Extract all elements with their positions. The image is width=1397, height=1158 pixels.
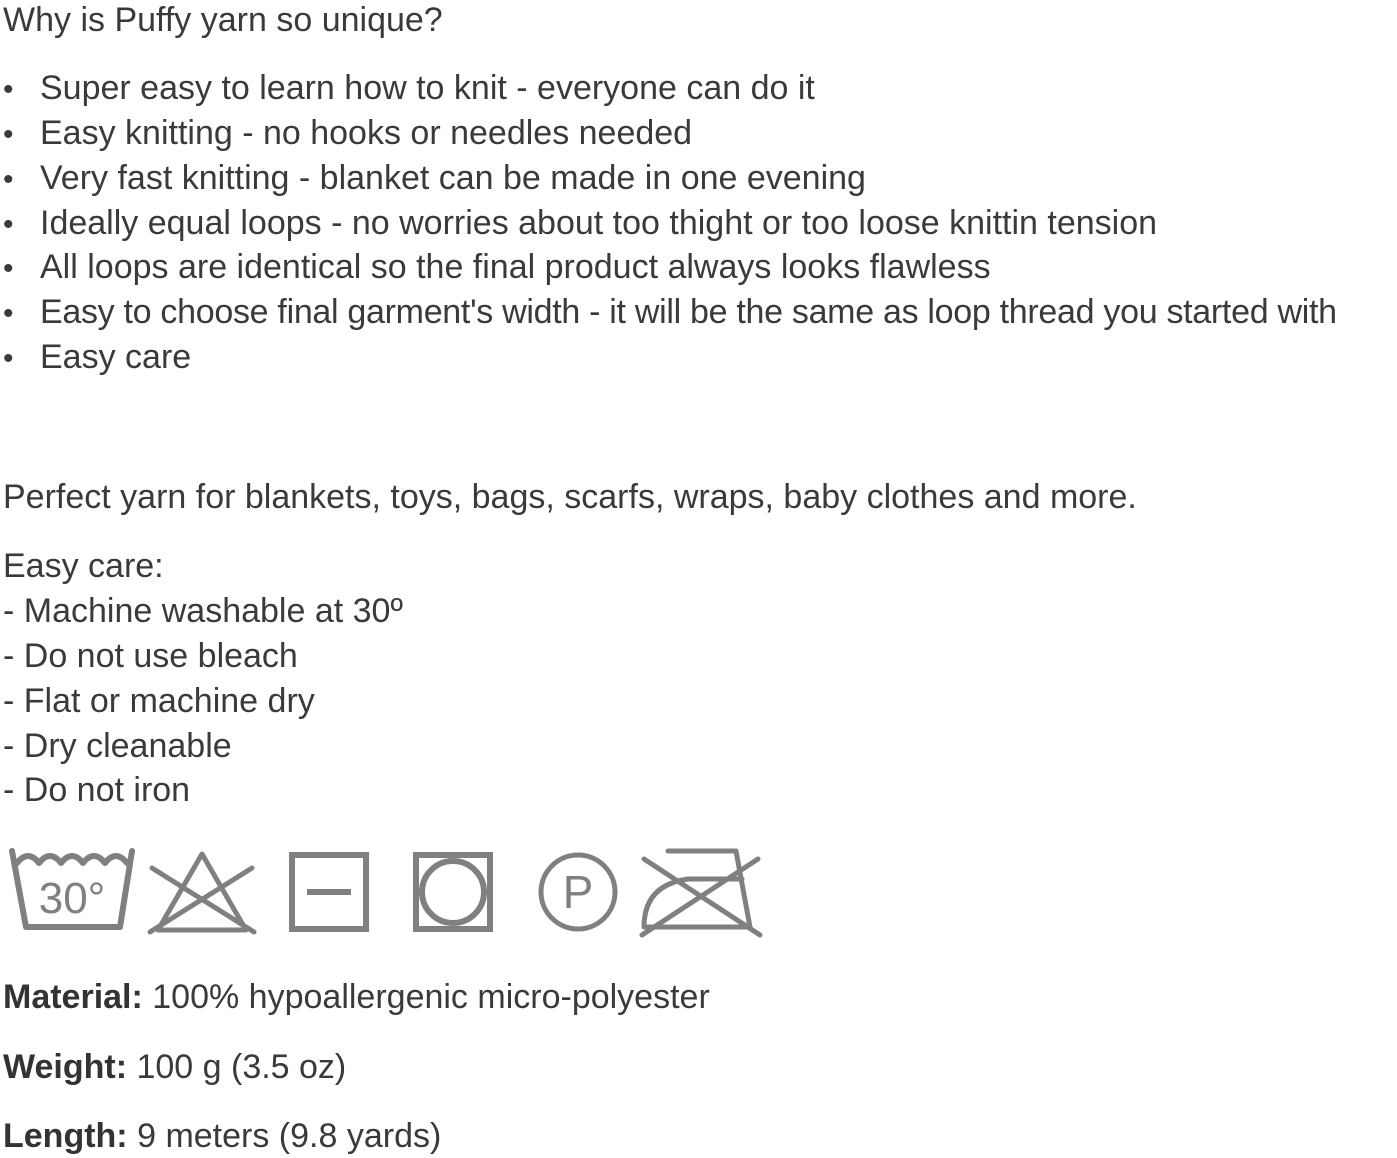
no-iron-icon: [638, 845, 764, 939]
bullet-icon: •: [3, 342, 14, 375]
flat-dry-icon: [289, 852, 369, 932]
bullet-icon: •: [3, 118, 14, 151]
material-value: 100% hypoallergenic micro-polyester: [142, 978, 710, 1016]
bullet-icon: •: [3, 252, 14, 285]
bullet-icon: •: [3, 208, 14, 241]
feature-text: Super easy to learn how to knit - everyone can do it: [40, 69, 815, 107]
care-title: Easy care:: [3, 547, 164, 585]
care-item: - Do not iron: [3, 771, 191, 809]
feature-text: All loops are identical so the final product always looks flawless: [40, 248, 991, 286]
weight-label: Weight:: [3, 1048, 128, 1086]
weight-value: 100 g (3.5 oz): [127, 1048, 347, 1086]
dry-clean-letter: P: [562, 866, 594, 918]
usage-paragraph: Perfect yarn for blankets, toys, bags, scarfs, wraps, baby clothes and more.: [3, 478, 1137, 516]
care-item: - Machine washable at 30º: [3, 592, 403, 630]
care-item: - Do not use bleach: [3, 637, 298, 675]
feature-text: Easy to choose final garment's width - it will be the same as loop thread you started with: [40, 293, 1337, 331]
bullet-icon: •: [3, 297, 14, 330]
feature-text: Very fast knitting - blanket can be made in one evening: [40, 159, 866, 197]
bullet-icon: •: [3, 73, 14, 106]
weight-spec: [3, 1047, 346, 1087]
length-label: Length:: [3, 1117, 128, 1155]
dry-clean-icon: [536, 850, 620, 934]
bullet-icon: •: [3, 163, 14, 196]
length-spec: [3, 1116, 441, 1156]
material-spec: [3, 977, 710, 1017]
care-item: - Flat or machine dry: [3, 682, 315, 720]
feature-text: Ideally equal loops - no worries about too thight or too loose knittin tension: [40, 204, 1158, 242]
care-item: - Dry cleanable: [3, 727, 232, 765]
tumble-dry-icon: [413, 852, 493, 932]
feature-text: Easy knitting - no hooks or needles needed: [40, 114, 693, 152]
section-heading: Why is Puffy yarn so unique?: [3, 1, 443, 39]
no-bleach-icon: [146, 848, 258, 936]
wash-30-icon: [8, 845, 136, 933]
feature-text: Easy care: [40, 338, 192, 376]
wash-temp-label: 30°: [38, 874, 106, 923]
length-value: 9 meters (9.8 yards): [127, 1117, 442, 1155]
material-label: Material:: [3, 978, 143, 1016]
